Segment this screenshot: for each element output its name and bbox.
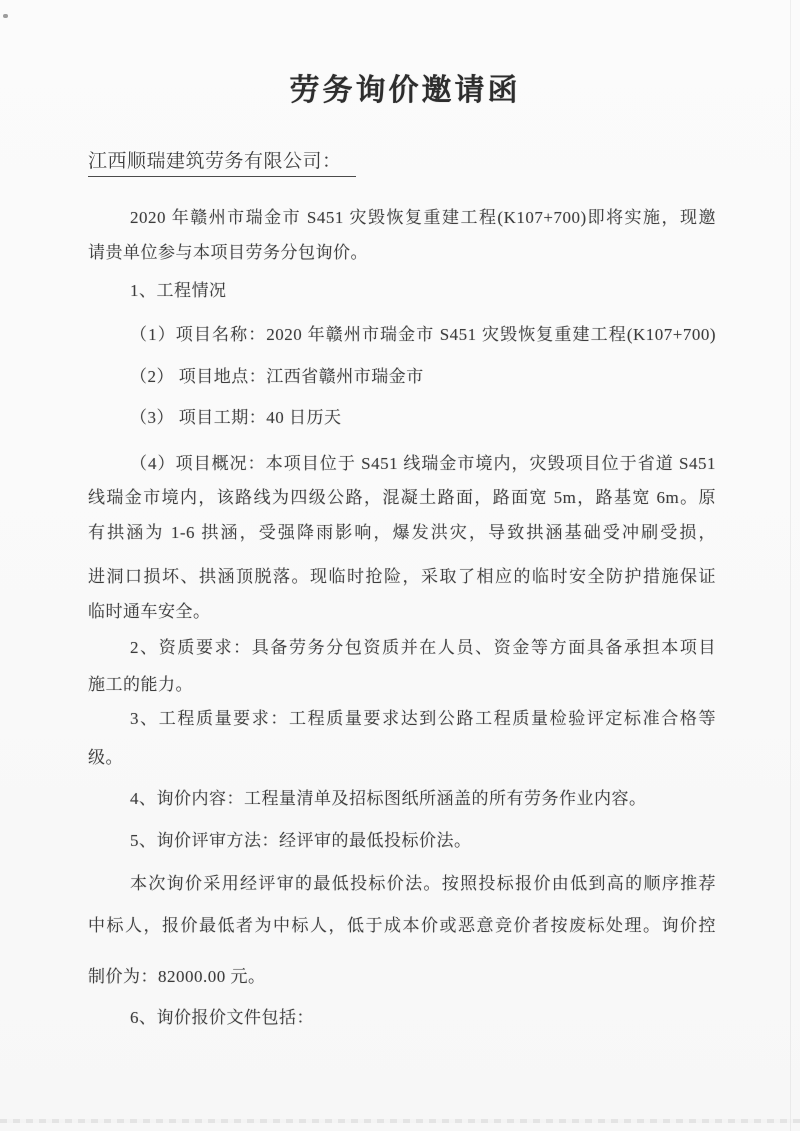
scan-edge-bottom bbox=[0, 1119, 800, 1123]
scan-speck bbox=[3, 14, 8, 18]
body-line: 有拱涵为 1-6 拱涵，受强降雨影响，爆发洪灾，导致拱涵基础受冲刷受损， bbox=[88, 523, 716, 542]
document-body bbox=[88, 203, 716, 1033]
body-line: （4）项目概况：本项目位于 S451 线瑞金市境内，灾毁项目位于省道 S451 bbox=[130, 454, 716, 473]
body-line: 进洞口损坏、拱涵顶脱落。现临时抢险，采取了相应的临时安全防护措施保证 bbox=[88, 567, 716, 586]
body-line: 中标人，报价最低者为中标人，低于成本价或恶意竞价者按废标处理。询价控 bbox=[88, 916, 716, 935]
body-line: 临时通车安全。 bbox=[88, 602, 211, 621]
body-line: 2020 年赣州市瑞金市 S451 灾毁恢复重建工程(K107+700)即将实施，现邀 bbox=[130, 208, 716, 227]
addressee-line bbox=[88, 147, 356, 177]
body-line: 施工的能力。 bbox=[88, 675, 193, 694]
body-line: 制价为：82000.00 元。 bbox=[88, 967, 266, 986]
body-line: （3） 项目工期：40 日历天 bbox=[130, 408, 342, 427]
addressee-text: 江西顺瑞建筑劳务有限公司： bbox=[88, 147, 356, 177]
body-line: 3、工程质量要求：工程质量要求达到公路工程质量检验评定标准合格等 bbox=[130, 709, 716, 728]
body-line: 5、询价评审方法：经评审的最低投标价法。 bbox=[130, 831, 472, 850]
body-line: 6、询价报价文件包括： bbox=[130, 1008, 314, 1027]
body-line: （1）项目名称：2020 年赣州市瑞金市 S451 灾毁恢复重建工程(K107+700) bbox=[130, 325, 716, 344]
body-line: 4、询价内容：工程量清单及招标图纸所涵盖的所有劳务作业内容。 bbox=[130, 789, 647, 808]
body-line: 2、资质要求：具备劳务分包资质并在人员、资金等方面具备承担本项目 bbox=[130, 638, 716, 657]
body-line: 线瑞金市境内，该路线为四级公路，混凝土路面，路面宽 5m，路基宽 6m。原 bbox=[88, 488, 716, 507]
document-title: 劳务询价邀请函 bbox=[289, 74, 521, 107]
body-line: 1、工程情况 bbox=[130, 281, 227, 300]
body-line: 级。 bbox=[88, 748, 123, 767]
body-line: （2） 项目地点：江西省赣州市瑞金市 bbox=[130, 367, 424, 386]
scan-edge-right bbox=[790, 0, 791, 1131]
body-line: 本次询价采用经评审的最低投标价法。按照投标报价由低到高的顺序推荐 bbox=[130, 874, 716, 893]
body-line: 请贵单位参与本项目劳务分包询价。 bbox=[88, 243, 368, 262]
